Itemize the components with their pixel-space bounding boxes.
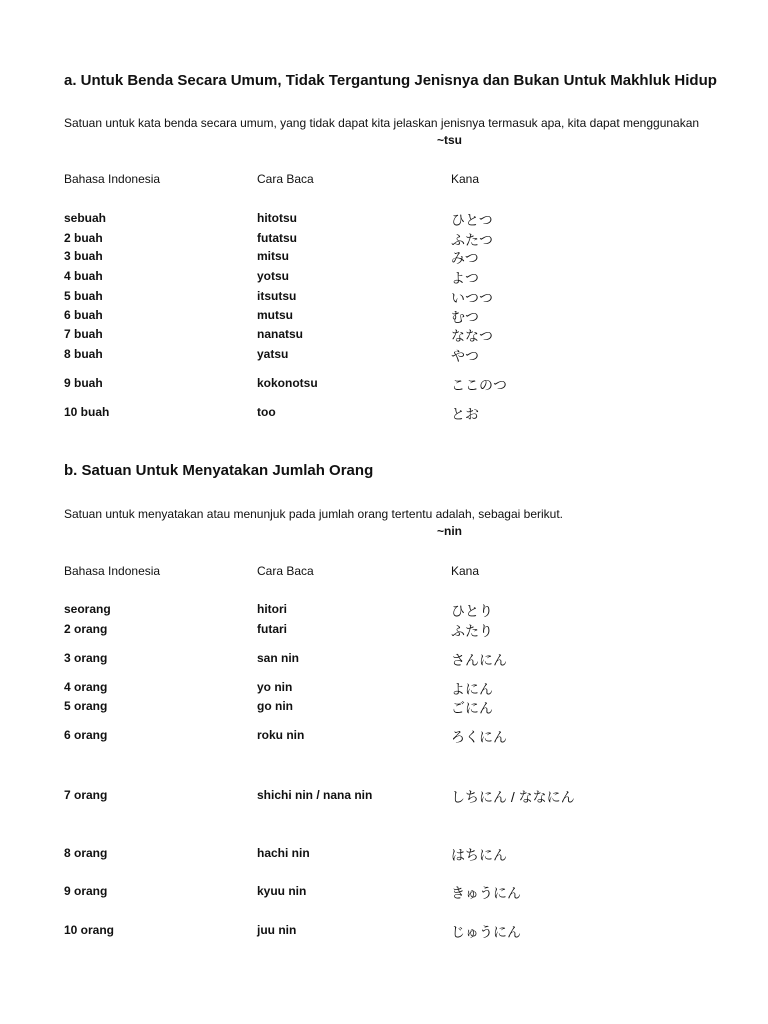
baca-cell: kokonotsu: [257, 376, 318, 390]
table-row: [0, 289, 643, 307]
baca-cell: san nin: [257, 651, 300, 665]
section-b-heading: b. Satuan Untuk Menyatakan Jumlah Orang: [64, 462, 374, 479]
kana-cell: ひとつ: [451, 212, 493, 228]
table-row: [0, 602, 643, 620]
table-row: [0, 211, 643, 229]
kana-cell: むつ: [451, 309, 479, 325]
kana-cell: ふたり: [451, 623, 493, 639]
baca-cell: roku nin: [257, 728, 305, 742]
indo-cell: 3 buah: [64, 249, 103, 263]
table-row: [0, 699, 643, 717]
indo-cell: 4 orang: [64, 680, 108, 694]
baca-cell: futari: [257, 622, 287, 636]
indo-cell: 8 buah: [64, 347, 103, 361]
indo-cell: 2 buah: [64, 231, 103, 245]
kana-cell: じゅうにん: [451, 924, 521, 940]
section-a-header-indo: Bahasa Indonesia: [64, 172, 161, 186]
kana-cell: よつ: [451, 270, 479, 286]
indo-cell: 10 buah: [64, 405, 110, 419]
baca-cell: too: [257, 405, 276, 419]
indo-cell: 10 orang: [64, 923, 115, 937]
table-row: [0, 622, 643, 640]
table-row: [0, 327, 643, 345]
baca-cell: nanatsu: [257, 327, 304, 341]
baca-cell: juu nin: [257, 923, 297, 937]
section-a-header-kana: Kana: [451, 172, 480, 186]
baca-cell: mutsu: [257, 308, 293, 322]
indo-cell: 8 orang: [64, 846, 108, 860]
kana-cell: はちにん: [451, 847, 507, 863]
indo-cell: 5 buah: [64, 289, 103, 303]
indo-cell: 6 buah: [64, 308, 103, 322]
kana-cell: よにん: [451, 681, 493, 697]
baca-cell: yatsu: [257, 347, 289, 361]
kana-cell: とお: [451, 406, 479, 422]
kana-cell: きゅうにん: [451, 885, 521, 901]
kana-cell: ふたつ: [451, 232, 493, 248]
kana-cell: ろくにん: [451, 729, 507, 745]
table-row: [0, 249, 643, 267]
baca-cell: futatsu: [257, 231, 297, 245]
baca-cell: kyuu nin: [257, 884, 307, 898]
kana-cell: みつ: [451, 250, 479, 266]
baca-cell: mitsu: [257, 249, 290, 263]
table-row: [0, 376, 643, 394]
baca-cell: itsutsu: [257, 289, 297, 303]
indo-cell: 3 orang: [64, 651, 108, 665]
baca-cell: go nin: [257, 699, 293, 713]
indo-cell: 5 orang: [64, 699, 108, 713]
indo-cell: sebuah: [64, 211, 107, 225]
indo-cell: 7 buah: [64, 327, 103, 341]
baca-cell: yo nin: [257, 680, 293, 694]
baca-cell: hitotsu: [257, 211, 297, 225]
baca-cell: hitori: [257, 602, 287, 616]
kana-cell: やつ: [451, 348, 479, 364]
kana-cell: ななつ: [451, 328, 493, 344]
indo-cell: 6 orang: [64, 728, 108, 742]
indo-cell: 9 orang: [64, 884, 108, 898]
indo-cell: 7 orang: [64, 788, 108, 802]
table-row: [0, 680, 643, 698]
kana-cell: しちにん / ななにん: [451, 789, 575, 805]
kana-cell: ごにん: [451, 700, 493, 716]
section-a-intro: Satuan untuk kata benda secara umum, yang tidak dapat kita jelaskan jenisnya termasuk apa, kita dapat menggunakan: [64, 116, 700, 130]
section-b-intro: Satuan untuk menyatakan atau menunjuk pada jumlah orang tertentu adalah, sebagai berikut.: [64, 507, 564, 521]
section-b-header-baca: Cara Baca: [257, 564, 314, 578]
indo-cell: seorang: [64, 602, 111, 616]
table-row: [0, 308, 643, 326]
table-row: [0, 788, 643, 806]
table-row: [0, 846, 643, 864]
kana-cell: ひとり: [451, 603, 493, 619]
table-row: [0, 923, 643, 941]
table-row: [0, 884, 643, 902]
table-row: [0, 728, 643, 746]
section-a-heading: a. Untuk Benda Secara Umum, Tidak Tergantung Jenisnya dan Bukan Untuk Makhluk Hidup: [64, 72, 717, 89]
indo-cell: 2 orang: [64, 622, 108, 636]
table-row: [0, 269, 643, 287]
table-row: [0, 405, 643, 423]
baca-cell: hachi nin: [257, 846, 310, 860]
section-a-header-baca: Cara Baca: [257, 172, 314, 186]
table-row: [0, 231, 643, 249]
kana-cell: ここのつ: [451, 377, 507, 393]
indo-cell: 9 buah: [64, 376, 103, 390]
section-a-suffix: ~tsu: [437, 133, 463, 147]
table-row: [0, 651, 643, 669]
indo-cell: 4 buah: [64, 269, 103, 283]
kana-cell: さんにん: [451, 652, 507, 668]
table-row: [0, 347, 643, 365]
section-b-suffix: ~nin: [437, 524, 463, 538]
baca-cell: yotsu: [257, 269, 290, 283]
section-b-header-kana: Kana: [451, 564, 480, 578]
baca-cell: shichi nin / nana nin: [257, 788, 373, 802]
kana-cell: いつつ: [451, 290, 493, 306]
section-b-header-indo: Bahasa Indonesia: [64, 564, 161, 578]
